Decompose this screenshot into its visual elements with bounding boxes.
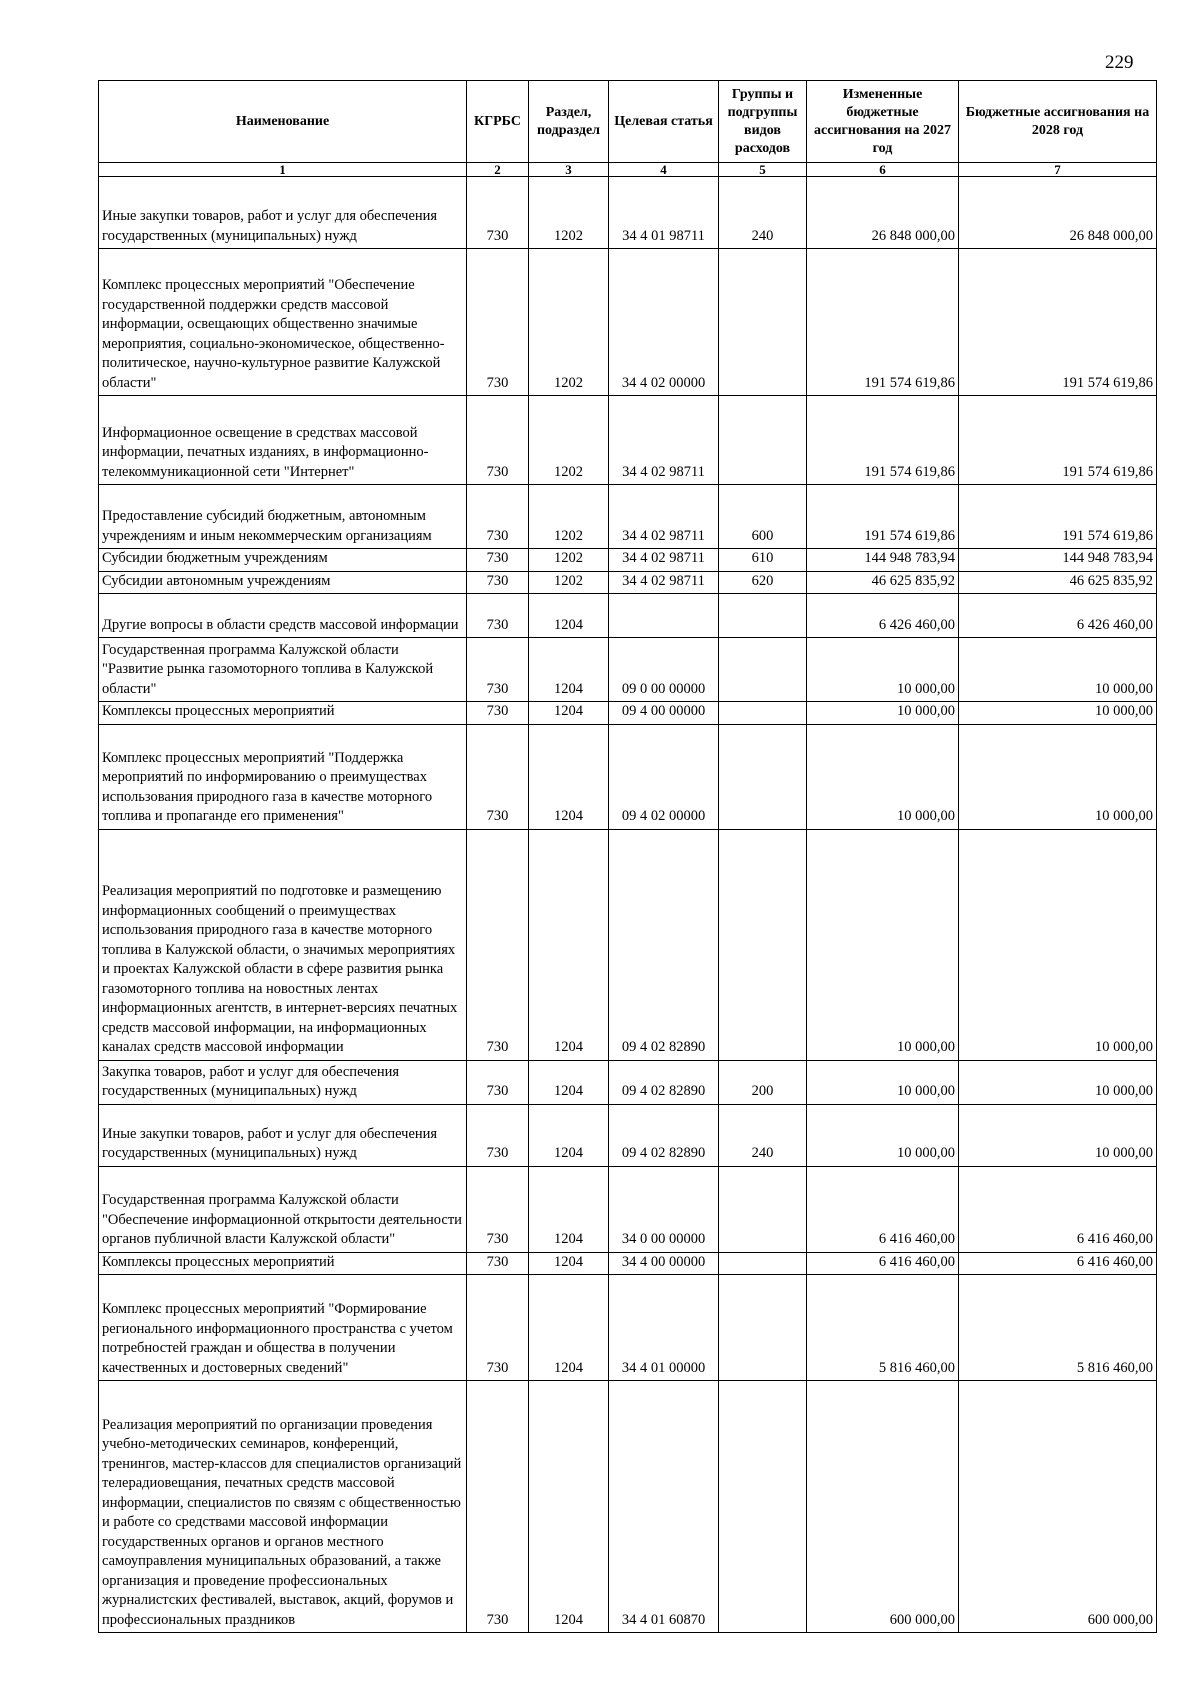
col-number: 6 <box>807 163 959 177</box>
row-name: Иные закупки товаров, работ и услуг для обеспечения государственных (муниципальных) нужд <box>99 177 467 249</box>
col-number: 4 <box>609 163 719 177</box>
table-row <box>99 249 1157 396</box>
row-target: 34 4 01 00000 <box>609 1275 719 1381</box>
row-amount-2028: 10 000,00 <box>959 1060 1157 1104</box>
row-section: 1202 <box>529 249 609 396</box>
row-kgrbs: 730 <box>467 1060 529 1104</box>
row-name: Государственная программа Калужской области "Обеспечение информационной открытости деятельности органов публичной власти Калужской области" <box>99 1166 467 1252</box>
row-kgrbs: 730 <box>467 549 529 572</box>
row-kgrbs: 730 <box>467 724 529 829</box>
row-section: 1204 <box>529 594 609 638</box>
row-group <box>719 724 807 829</box>
row-group: 240 <box>719 177 807 249</box>
row-kgrbs: 730 <box>467 571 529 594</box>
row-group <box>719 638 807 702</box>
row-amount-2027: 10 000,00 <box>807 1104 959 1166</box>
table-row <box>99 829 1157 1060</box>
row-amount-2028: 191 574 619,86 <box>959 485 1157 549</box>
row-target: 34 4 02 98711 <box>609 396 719 485</box>
row-amount-2028: 10 000,00 <box>959 702 1157 725</box>
page-number: 229 <box>1105 52 1134 73</box>
row-name: Реализация мероприятий по подготовке и размещению информационных сообщений о преимуществах использования природного газа в качестве моторного топлива в Калужской области, о значимых мероприятиях и проектах Калужской области в сфере развития рынка газомоторного топлива на новостных лентах информационных агентств, в интернет-версиях печатных средств массовой информации, на информационных каналах средств массовой информации <box>99 829 467 1060</box>
row-name: Комплексы процессных мероприятий <box>99 702 467 725</box>
row-amount-2027: 6 416 460,00 <box>807 1166 959 1252</box>
row-section: 1204 <box>529 1104 609 1166</box>
budget-table <box>98 80 1157 1633</box>
row-target: 34 4 01 98711 <box>609 177 719 249</box>
row-amount-2027: 5 816 460,00 <box>807 1275 959 1381</box>
row-amount-2027: 10 000,00 <box>807 829 959 1060</box>
col-header-name: Наименование <box>99 81 467 163</box>
table-row <box>99 177 1157 249</box>
row-group <box>719 396 807 485</box>
row-amount-2028: 191 574 619,86 <box>959 249 1157 396</box>
col-header-groups: Группы и подгруппы видов расходов <box>719 81 807 163</box>
table-row <box>99 396 1157 485</box>
row-target: 34 4 02 00000 <box>609 249 719 396</box>
table-row <box>99 571 1157 594</box>
row-amount-2028: 600 000,00 <box>959 1381 1157 1633</box>
row-group <box>719 249 807 396</box>
col-number: 5 <box>719 163 807 177</box>
row-target: 34 4 00 00000 <box>609 1252 719 1275</box>
row-target: 34 0 00 00000 <box>609 1166 719 1252</box>
row-group <box>719 1166 807 1252</box>
col-header-2027: Измененные бюджетные ассигнования на 2027 год <box>807 81 959 163</box>
row-amount-2028: 191 574 619,86 <box>959 396 1157 485</box>
row-kgrbs: 730 <box>467 702 529 725</box>
row-kgrbs: 730 <box>467 1252 529 1275</box>
row-kgrbs: 730 <box>467 638 529 702</box>
col-header-2028: Бюджетные ассигнования на 2028 год <box>959 81 1157 163</box>
row-kgrbs: 730 <box>467 485 529 549</box>
table-row <box>99 702 1157 725</box>
col-number: 1 <box>99 163 467 177</box>
row-group: 240 <box>719 1104 807 1166</box>
header-row <box>99 81 1157 163</box>
col-header-section: Раздел, подраздел <box>529 81 609 163</box>
row-amount-2028: 10 000,00 <box>959 829 1157 1060</box>
row-target: 34 4 02 98711 <box>609 549 719 572</box>
table-row <box>99 1104 1157 1166</box>
row-target: 09 4 02 00000 <box>609 724 719 829</box>
row-group <box>719 594 807 638</box>
table-row <box>99 1381 1157 1633</box>
row-amount-2027: 144 948 783,94 <box>807 549 959 572</box>
row-amount-2028: 46 625 835,92 <box>959 571 1157 594</box>
row-section: 1204 <box>529 1381 609 1633</box>
row-amount-2028: 6 416 460,00 <box>959 1166 1157 1252</box>
row-kgrbs: 730 <box>467 1166 529 1252</box>
row-amount-2027: 191 574 619,86 <box>807 396 959 485</box>
row-group: 610 <box>719 549 807 572</box>
row-section: 1204 <box>529 829 609 1060</box>
row-group <box>719 702 807 725</box>
table-row <box>99 1060 1157 1104</box>
row-amount-2028: 10 000,00 <box>959 638 1157 702</box>
row-target: 09 4 00 00000 <box>609 702 719 725</box>
table-row <box>99 1166 1157 1252</box>
row-section: 1202 <box>529 571 609 594</box>
row-kgrbs: 730 <box>467 594 529 638</box>
row-name: Информационное освещение в средствах массовой информации, печатных изданиях, в информационно-телекоммуникационной сети "Интернет" <box>99 396 467 485</box>
row-amount-2028: 144 948 783,94 <box>959 549 1157 572</box>
row-target <box>609 594 719 638</box>
row-amount-2028: 6 416 460,00 <box>959 1252 1157 1275</box>
row-section: 1202 <box>529 485 609 549</box>
row-section: 1204 <box>529 1166 609 1252</box>
row-amount-2027: 10 000,00 <box>807 638 959 702</box>
row-section: 1204 <box>529 1252 609 1275</box>
row-kgrbs: 730 <box>467 1104 529 1166</box>
row-group: 200 <box>719 1060 807 1104</box>
row-amount-2027: 191 574 619,86 <box>807 485 959 549</box>
row-name: Субсидии автономным учреждениям <box>99 571 467 594</box>
row-section: 1204 <box>529 638 609 702</box>
row-amount-2027: 10 000,00 <box>807 1060 959 1104</box>
row-amount-2028: 10 000,00 <box>959 1104 1157 1166</box>
row-name: Комплекс процессных мероприятий "Формирование регионального информационного пространства с учетом потребностей граждан и общества в получении качественных и достоверных сведений" <box>99 1275 467 1381</box>
row-group <box>719 1381 807 1633</box>
row-kgrbs: 730 <box>467 1381 529 1633</box>
col-number: 3 <box>529 163 609 177</box>
row-amount-2028: 10 000,00 <box>959 724 1157 829</box>
row-kgrbs: 730 <box>467 829 529 1060</box>
row-group <box>719 1275 807 1381</box>
row-target: 34 4 02 98711 <box>609 485 719 549</box>
row-name: Государственная программа Калужской области "Развитие рынка газомоторного топлива в Калужской области" <box>99 638 467 702</box>
row-name: Реализация мероприятий по организации проведения учебно-методических семинаров, конференций, тренингов, мастер-классов для специалистов организаций телерадиовещания, печатных средств массовой информации, специалистов по связям с общественностью и работе со средствами массовой информации государственных органов и органов местного самоуправления муниципальных образований, а также организация и проведение профессиональных журналистских фестивалей, выставок, акций, форумов и профессиональных праздников <box>99 1381 467 1633</box>
row-section: 1204 <box>529 724 609 829</box>
row-target: 09 4 02 82890 <box>609 1060 719 1104</box>
table-row <box>99 549 1157 572</box>
row-section: 1204 <box>529 1060 609 1104</box>
row-amount-2028: 26 848 000,00 <box>959 177 1157 249</box>
row-section: 1204 <box>529 702 609 725</box>
row-amount-2027: 46 625 835,92 <box>807 571 959 594</box>
row-target: 09 0 00 00000 <box>609 638 719 702</box>
table-row <box>99 1275 1157 1381</box>
col-header-target: Целевая статья <box>609 81 719 163</box>
table-row <box>99 638 1157 702</box>
row-target: 09 4 02 82890 <box>609 1104 719 1166</box>
row-group: 600 <box>719 485 807 549</box>
row-amount-2027: 6 416 460,00 <box>807 1252 959 1275</box>
row-amount-2028: 6 426 460,00 <box>959 594 1157 638</box>
row-section: 1202 <box>529 396 609 485</box>
row-amount-2027: 10 000,00 <box>807 702 959 725</box>
table-row <box>99 594 1157 638</box>
column-number-row <box>99 163 1157 177</box>
row-name: Субсидии бюджетным учреждениям <box>99 549 467 572</box>
row-section: 1202 <box>529 177 609 249</box>
row-amount-2027: 191 574 619,86 <box>807 249 959 396</box>
row-target: 34 4 02 98711 <box>609 571 719 594</box>
row-group: 620 <box>719 571 807 594</box>
table-row <box>99 1252 1157 1275</box>
col-header-kgrbs: КГРБС <box>467 81 529 163</box>
row-group <box>719 1252 807 1275</box>
row-group <box>719 829 807 1060</box>
row-amount-2028: 5 816 460,00 <box>959 1275 1157 1381</box>
row-kgrbs: 730 <box>467 1275 529 1381</box>
row-amount-2027: 6 426 460,00 <box>807 594 959 638</box>
col-number: 2 <box>467 163 529 177</box>
row-kgrbs: 730 <box>467 249 529 396</box>
row-name: Иные закупки товаров, работ и услуг для обеспечения государственных (муниципальных) нужд <box>99 1104 467 1166</box>
row-name: Комплекс процессных мероприятий "Поддержка мероприятий по информированию о преимуществах использования природного газа в качестве моторного топлива и пропаганде его применения" <box>99 724 467 829</box>
row-name: Закупка товаров, работ и услуг для обеспечения государственных (муниципальных) нужд <box>99 1060 467 1104</box>
row-amount-2027: 26 848 000,00 <box>807 177 959 249</box>
row-name: Комплекс процессных мероприятий "Обеспечение государственной поддержки средств массовой информации, освещающих общественно значимые мероприятия, социально-экономическое, общественно-политическое, научно-культурное развитие Калужской области" <box>99 249 467 396</box>
row-target: 09 4 02 82890 <box>609 829 719 1060</box>
row-name: Комплексы процессных мероприятий <box>99 1252 467 1275</box>
row-amount-2027: 600 000,00 <box>807 1381 959 1633</box>
row-section: 1204 <box>529 1275 609 1381</box>
row-section: 1202 <box>529 549 609 572</box>
table-row <box>99 724 1157 829</box>
row-name: Предоставление субсидий бюджетным, автономным учреждениям и иным некоммерческим организациям <box>99 485 467 549</box>
row-amount-2027: 10 000,00 <box>807 724 959 829</box>
row-name: Другие вопросы в области средств массовой информации <box>99 594 467 638</box>
row-kgrbs: 730 <box>467 177 529 249</box>
row-kgrbs: 730 <box>467 396 529 485</box>
col-number: 7 <box>959 163 1157 177</box>
table-row <box>99 485 1157 549</box>
row-target: 34 4 01 60870 <box>609 1381 719 1633</box>
